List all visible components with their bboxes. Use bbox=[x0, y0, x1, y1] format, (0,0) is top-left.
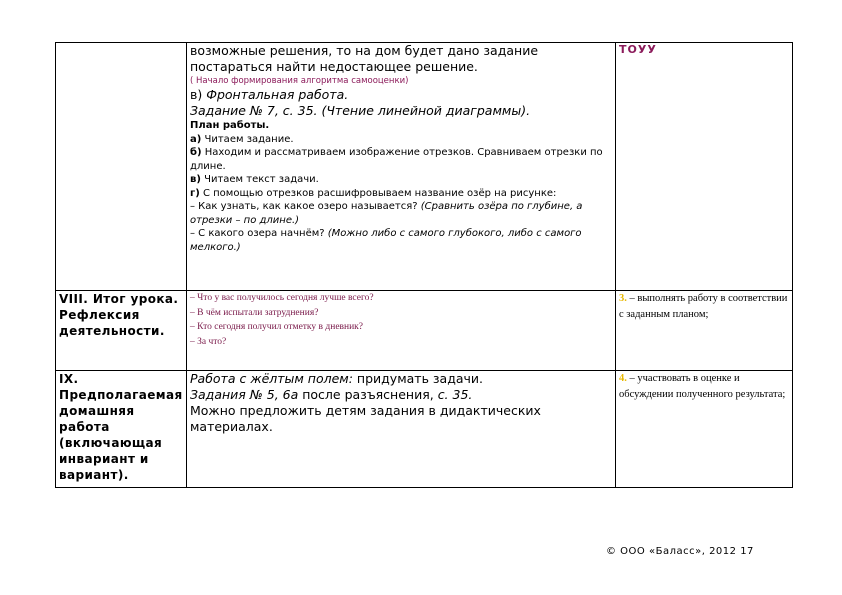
stage-cell bbox=[56, 371, 187, 488]
note: ( Начало формирования алгоритма самооценки) bbox=[190, 76, 409, 86]
plan-letter: в) bbox=[190, 174, 201, 185]
plan-text: С помощью отрезков расшифровываем название озёр на рисунке: bbox=[199, 187, 557, 199]
reflection-question: – За что? bbox=[190, 336, 227, 347]
frontal-prefix: в) bbox=[190, 87, 207, 102]
task-line: Задание № 7, с. 35. (Чтение линейной диаграммы). bbox=[190, 103, 531, 118]
plan-item bbox=[190, 133, 612, 147]
stage-cell bbox=[56, 43, 187, 291]
homework-line bbox=[190, 387, 612, 403]
plan-letter: а) bbox=[190, 133, 202, 145]
table-row bbox=[56, 371, 793, 488]
answer-text: (Можно либо с самого глубокого, либо с самого мелкого.) bbox=[190, 228, 582, 253]
plan-item bbox=[190, 173, 612, 187]
reflection-question: – Кто сегодня получил отметку в дневник? bbox=[190, 322, 364, 332]
homework-text: придумать задачи. bbox=[352, 371, 484, 386]
skill-description: – выполнять работу в соответствии с заданным планом; bbox=[619, 293, 788, 320]
table-row bbox=[56, 43, 793, 291]
stage-heading: IX. Предполагаемая домашняя работа (включающая инвариант и вариант). bbox=[59, 372, 183, 482]
skill-text bbox=[619, 291, 789, 323]
skill-description: – участвовать в оценке и обсуждении полученного результата; bbox=[619, 373, 786, 400]
homework-line bbox=[190, 371, 612, 387]
frontal-line bbox=[190, 87, 612, 103]
skill-number: 3. bbox=[619, 293, 627, 304]
skills-cell bbox=[616, 371, 793, 488]
content-cell bbox=[187, 291, 616, 371]
plan-letter: б) bbox=[190, 147, 202, 158]
reflection-question: – В чём испытали затруднения? bbox=[190, 307, 319, 318]
homework-text: после разъяснения, bbox=[298, 387, 438, 402]
skill-text bbox=[619, 371, 789, 403]
stage-cell bbox=[56, 291, 187, 371]
question bbox=[190, 200, 612, 227]
plan-item bbox=[190, 146, 612, 173]
skill-number: 4. bbox=[619, 373, 627, 384]
plan-letter: г) bbox=[190, 187, 200, 199]
question-text: – Как узнать, как какое озеро называется? bbox=[190, 201, 421, 212]
paragraph: возможные решения, то на дом будет дано задание постараться найти недостающее решение. bbox=[190, 43, 539, 74]
plan-item bbox=[190, 187, 612, 201]
skills-cell bbox=[616, 291, 793, 371]
page-footer: © ООО «Баласс», 2012 17 bbox=[606, 546, 754, 557]
plan-title: План работы. bbox=[190, 120, 270, 131]
stage-heading: VIII. Итог урока. Рефлексия деятельности. bbox=[59, 292, 179, 338]
homework-label: Работа с жёлтым полем: bbox=[190, 371, 353, 386]
question-text: – С какого озера начнём? bbox=[190, 228, 328, 239]
frontal-title: Фронтальная работа. bbox=[206, 87, 349, 102]
reflection-question: – Что у вас получилось сегодня лучше всего? bbox=[190, 293, 374, 303]
answer-text: (Сравнить озёра по глубине, а отрезки – по длине.) bbox=[190, 201, 583, 226]
content-cell bbox=[187, 371, 616, 488]
homework-page: с. 35. bbox=[437, 387, 473, 402]
lesson-table bbox=[55, 42, 793, 488]
plan-text: Читаем текст задачи. bbox=[200, 174, 319, 185]
skill-badge: ТОУУ bbox=[619, 43, 657, 56]
question bbox=[190, 227, 612, 254]
content-cell bbox=[187, 43, 616, 291]
skills-cell bbox=[616, 43, 793, 291]
plan-text: Читаем задание. bbox=[201, 133, 294, 145]
table-row bbox=[56, 291, 793, 371]
homework-line: Можно предложить детям задания в дидактических материалах. bbox=[190, 403, 541, 434]
homework-label: Задания № 5, 6а bbox=[190, 387, 299, 402]
plan-text: Находим и рассматриваем изображение отрезков. Сравниваем отрезки по длине. bbox=[190, 147, 603, 172]
